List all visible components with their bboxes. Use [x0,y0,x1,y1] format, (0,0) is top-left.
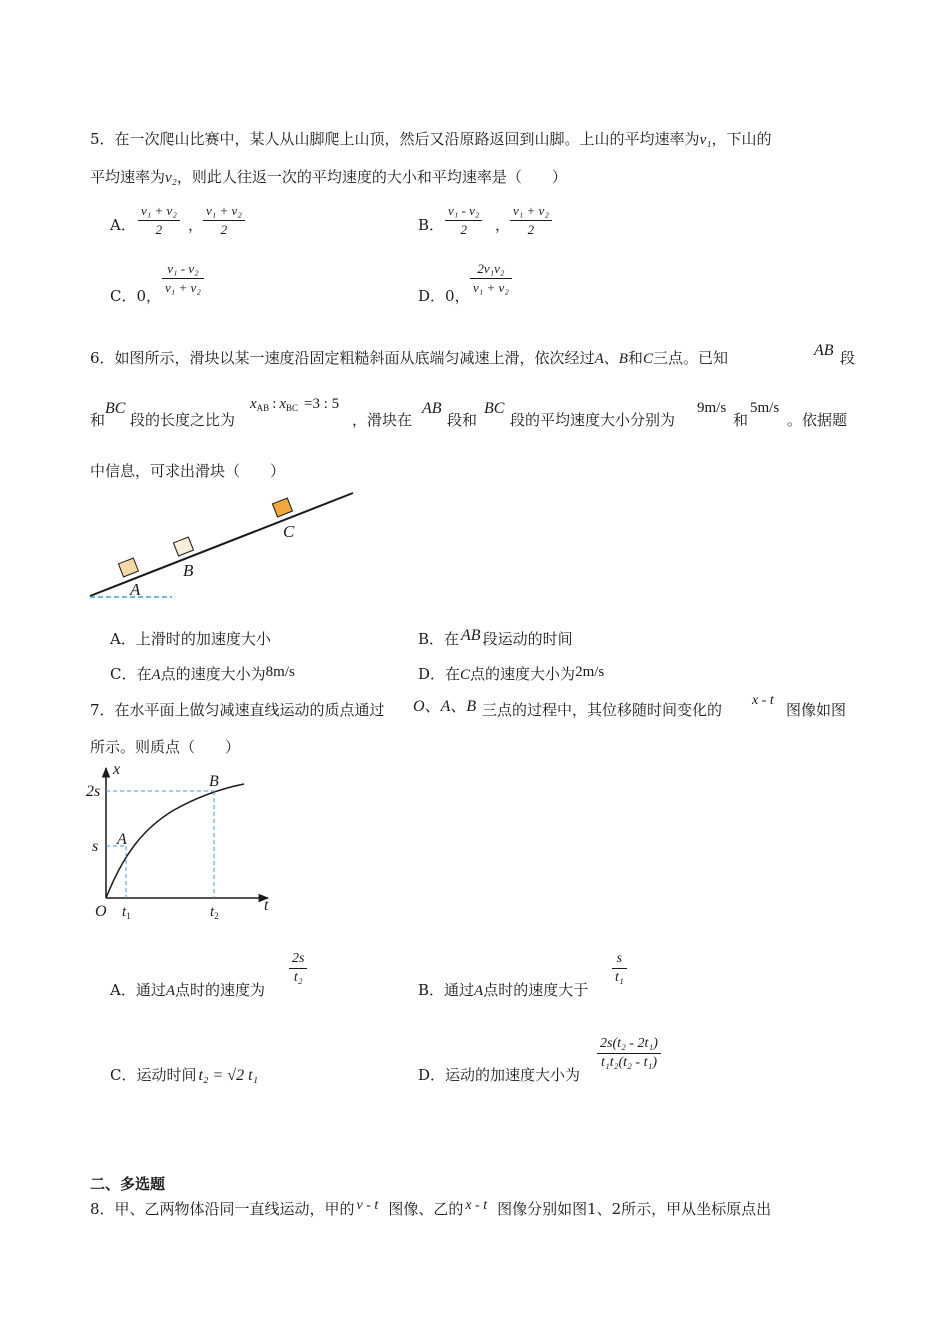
q5-option-a-comma: ， [188,216,204,234]
t-axis-label: t [264,897,269,914]
q6-duan: 段 [840,349,856,367]
q6-incline-figure [86,488,358,604]
q6-line2-slider-text: ，滑块在 [352,411,413,429]
q5-option-d-fraction: $\frac{\text{2v₁v₂}}{\text{v₁ + v₂}}$ [470,261,512,296]
q6-line2-end: 。依据题 [787,411,848,429]
y-2s-label: 2s [86,783,101,800]
q5-option-a-fraction-1: $\frac{\text{v₁ + v₂}}{2}$ [138,203,180,238]
q5-option-c[interactable]: C．0， [110,287,162,305]
q6-and3: 和 [733,411,749,429]
q5-option-c-fraction: $\frac{\text{v₁ - v₂}}{\text{v₁ + v₂}}$ [162,261,204,296]
q6-bc-label-2: BC [484,400,505,417]
q5-line1: 5．在一次爬山比赛中，某人从山脚爬上山顶，然后又沿原路返回到山脚。上山的平均速率为v₁，下山的 [90,130,772,148]
q5-option-a-fraction-2: $\frac{\text{v₁ + v₂}}{2}$ [203,203,245,238]
q6-option-c[interactable]: C．在A点的速度大小为8m/s [110,664,295,683]
q5-option-b-fraction-2: $\frac{\text{v₁ + v₂}}{2}$ [510,203,552,238]
q5-line2: 平均速率为v₂，则此人往返一次的平均速度的大小和平均速率是（ ） [90,168,567,186]
q7-option-d[interactable]: D．运动的加速度大小为 [418,1066,581,1084]
label-c: C [283,522,295,541]
block-b [173,537,193,556]
q7-line2: 所示。则质点（ ） [90,738,241,756]
q6-line2-and: 和 [90,411,106,429]
q6-ratio-expression: $x_{AB}$ : $x_{BC} =3$ : 5 [250,396,340,413]
q5-option-b-comma: ， [495,216,511,234]
q7-line1b: 三点的过程中，其位移随时间变化的 [482,701,723,719]
block-c [272,498,292,517]
q7-points-label: O、A、B [413,698,477,715]
q6-line2-ratio-text: 段的长度之比为 [130,411,236,429]
q6-line2-and2: 段和 [447,411,478,429]
t1-label: $t_1$ [122,904,131,921]
q5-option-b-fraction-1: $\frac{\text{v₁ - v₂}}{2}$ [445,203,482,238]
y-s-label: s [92,838,99,855]
point-b-label: B [209,773,219,790]
block-a [118,558,138,577]
q7-option-b[interactable]: B．通过A点时的速度大于 [418,981,589,999]
label-a: A [130,580,141,599]
q7-option-b-fraction: $\frac{s}{\text{t₁}}$ [612,951,627,986]
q7-option-a[interactable]: A．通过A点时的速度为 [110,981,266,999]
q7-line1c: 图像如图 [786,701,847,719]
q5-option-b[interactable]: B． [418,216,445,234]
q6-bc-label: BC [105,400,126,417]
point-a-label: A [117,831,127,848]
q7-xt-graph [84,758,280,924]
origin-label: O [95,903,107,920]
q5-option-d[interactable]: D．0， [418,287,470,305]
q6-line1: 6．如图所示，滑块以某一速度沿固定粗糙斜面从底端匀减速上滑，依次经过A、B和C三点。已知 [90,349,728,367]
q6-v-bc: 5m/s [750,400,780,416]
q6-line2-avg-text: 段的平均速度大小分别为 [510,411,676,429]
q6-option-d[interactable]: D．在C点的速度大小为2m/s [418,664,605,683]
label-b: B [183,561,194,580]
q8-line1: 8．甲、乙两物体沿同一直线运动，甲的 v - t 图像、乙的 x - t 图像分别如图1、2所示，甲从坐标原点出 [90,1198,772,1218]
q7-xt-label: x - t [752,693,774,708]
q7-option-c[interactable]: C．运动时间 t₂ = √2 t₁ [110,1066,259,1084]
q5-option-a[interactable]: A． [110,216,136,234]
q6-option-b[interactable]: B．在 AB 段运动的时间 [418,627,573,648]
q6-v-ab: 9m/s [697,400,727,416]
q7-option-a-fraction: $\frac{2s}{\text{t₂}}$ [289,951,307,986]
section-2-title: 二、多选题 [90,1175,166,1193]
q6-option-a[interactable]: A．上滑时的加速度大小 [110,630,271,648]
q7-option-d-fraction: $\frac{\text{2s(t₂ - 2t₁)}}{\text{t₁t₂(t₂ - t₁)}}$ [597,1036,661,1071]
t2-label: $t_2$ [210,904,219,921]
q6-ab-label: AB [814,342,834,359]
q7-line1: 7．在水平面上做匀减速直线运动的质点通过 [90,701,385,719]
x-axis-label: x [113,761,121,778]
q6-line3: 中信息，可求出滑块（ ） [90,462,286,480]
q6-ab-label-2: AB [422,400,442,417]
